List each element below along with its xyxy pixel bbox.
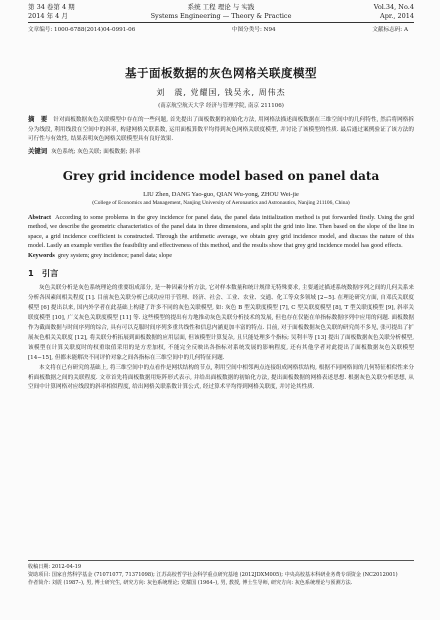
header-issue-en: [374, 3, 414, 21]
running-header: [28, 0, 414, 22]
header-date-cn: 2014 年 4 月: [28, 12, 68, 20]
title-cn: 基于面板数据的灰色网格关联度模型: [125, 66, 317, 80]
header-vol-en: Vol.34, No.4: [373, 3, 414, 11]
document-code: 文献标志码: A: [372, 27, 408, 33]
affiliation-en: (College of Economics and Management, Nanjing University of Aeronautics and Astronautics, Nanjing 211106, China): [92, 199, 350, 206]
keywords-en-label: Keywords: [28, 252, 55, 260]
abstract-cn-label: 摘 要: [28, 115, 48, 123]
affiliation-cn: (南京航空航天大学 经济与管理学院, 南京 211106): [158, 103, 284, 109]
authors-en: LIU Zhen, DANG Yao-guo, QIAN Wu-yong, ZHOU Wei-jie: [143, 190, 299, 198]
article-meta: [28, 23, 414, 35]
header-journal-cn: 系统 工程 理论 与 实践: [187, 3, 255, 11]
footnote-fund: 资助项目: 国家自然科学基金 (71071077, 71371098); 江苏高校哲学社会科学重点研究基地 (2012JDXM005); 中央高校基本科研业务费专项资金 (NC2012001): [28, 572, 398, 578]
header-date-en: Apr., 2014: [380, 12, 414, 20]
keywords-cn-text: 灰色系统; 灰色关联; 面板数据; 斜率: [51, 148, 141, 155]
header-journal: [28, 3, 414, 21]
keywords-en-text: grey system; grey incidence; panel data; slope: [57, 252, 172, 260]
abstract-en: [28, 213, 414, 251]
footnote: [28, 560, 414, 587]
footnote-received: 收稿日期: 2012-04-19: [28, 564, 82, 570]
classification-number: 中图分类号: N94: [231, 27, 276, 33]
section-heading-introduction: 1 引言: [28, 268, 59, 279]
abstract-cn-text: 针对面板数据灰色关联模型中存在的一些问题, 首先提出了面板数据的初始化方法, 用网格法描述面板数据在三维空间中的几何特性, 然后将网格拆分为线段, 利用线段在空间中的斜率, 构建网格关联系数, 运用面板算数平均得到灰色网格关联度模型, 并讨论了该模型的性质. 最后通过案例验证了该方法的可行性与有效性, 结果表明灰色网格关联模型具有良好效果.: [28, 117, 415, 143]
authors-cn: 刘 震, 党耀国, 钱吴永, 周伟杰: [156, 88, 286, 97]
keywords-en: [28, 252, 414, 259]
abstract-en-text: According to some problems in the grey incidence for panel data, the panel data initialization method is put forwarded firstly. Using the grid method, we describe the geometric characteristics of the panel data in three dimensions, and split the grid into line. Then based on the slope of the line in space, a grid incidence coefficient is constructed. Through the arithmetic average, we obtain grey grid incidence model, and discuss the nature of this model. Lastly an example verifies the feasibility and effectiveness of this method, and the results show that grey grid incidence model has good effects.: [28, 213, 415, 249]
body-paragraph: 本文将在已有研究的基础上, 将三维空间中的点看作是网状结构的节点, 利用空间中相邻两点连接组成网格状结构, 根据不同网格间的几何特征相似性来分析面板数据之间的关联程度. 文章首先将面板数据用矩阵形式表示, 并给出面板数据的初始化方法, 提出面板数据的网格表述思想. 根据灰色关联分析思想, 从空间中计算网格对应线段的斜率相似程度, 给出网格关联系数计算公式, 经过算术平均得到网格关联度, 并讨论其性质.: [28, 364, 414, 391]
abstract-en-label: Abstract: [28, 213, 52, 221]
header-volume-issue: 第 34 卷第 4 期: [28, 3, 75, 11]
footnote-authors: 作者简介: 刘震 (1987–), 男, 博士研究生, 研究方向: 灰色系统理论; 党耀国 (1964–), 男, 教授, 博士生导师, 研究方向: 灰色系统理论与预测方法.: [28, 580, 353, 586]
abstract-cn: [28, 115, 414, 145]
header-journal-en: Systems Engineering — Theory & Practice: [150, 12, 292, 20]
keywords-cn-label: 关键词: [28, 146, 48, 155]
article-number: 文章编号: 1000-6788(2014)04-0991-06: [28, 27, 136, 33]
keywords-cn: [28, 146, 414, 155]
title-en: Grey grid incidence model based on panel data: [62, 168, 380, 183]
body-paragraph: 灰色关联分析是灰色系统理论的重要组成部分, 是一种因素分析方法, 它对样本数量和统计规律无特殊要求, 主要通过描述系统数据序列之间的几何关系来分析各因素间相关程度 [1]. 目前灰色关联分析已成功应用于管理、经济、社会、工业、农业、交通、化工等众多领域 [2−5]. 在理论研究方面, 自邓氏关联度模型 [6] 提出以来, 国内外学者在此基础上构建了许多不同的灰色关联模型, 如: 灰色 B 型关联度模型 [7], C 型关联度模型 [8], T 型关联度模型 [9], 斜率关联度模型 [10], 广义灰色关联度模型 [11] 等. 这些模型的提出有力地推动灰色关联分析技术的发展, 但也存在仅能在单指标数据序列中应用的问题. 面板数据作为截面数据与时间序列的综合, 具有可以克服时间序列多重共线性和信息内涵更加丰富的特点. 目前, 对于面板数据灰色关联的研究尚不多见, 张可提出了扩展灰色相关关联度 [12], 将关联分析拓展到面板数据的应用层面, 但该模型计算复杂, 且只能处理多个指标; 吴利丰等 [13] 提出了面板数据灰色关联分析模型, 该模型在计算关联度时的权重取值采用的是方差加权, 不能完全反映出各指标对系统发展的影响程度, 还有其他学者对此提出了面板数据灰色关联模型 [14−15], 但都未能解决不同评价对象之间各指标在三维空间中的几何特征问题.: [28, 285, 414, 361]
